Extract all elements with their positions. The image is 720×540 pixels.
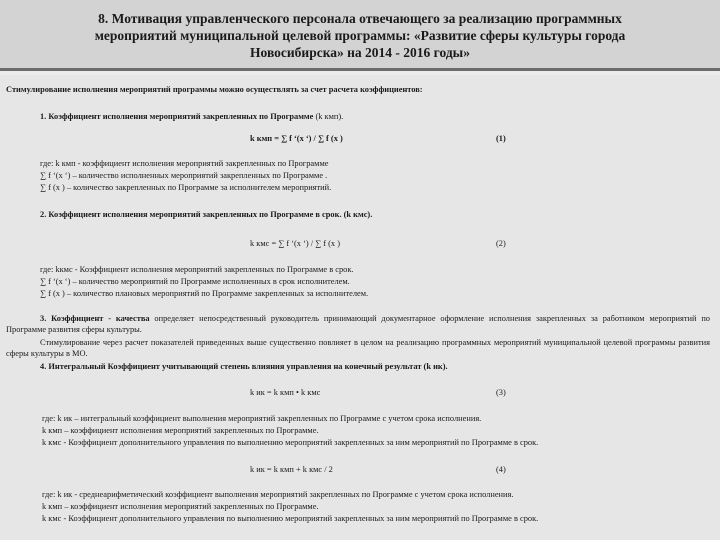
title-line-1: 8. Мотивация управленческого персонала отвечающего за реализацию программных: [98, 11, 622, 26]
coef1-where-3: ∑ f (х ) – количество закрепленных по Программе за исполнителем мероприятий.: [40, 183, 332, 192]
coef3-paragraph-2: [6, 337, 710, 359]
title-line-3: Новосибирска» на 2014 - 2016 годы»: [250, 45, 470, 60]
coef5-where-2: k кмп – коэффициент исполнения мероприятий закрепленных по Программе.: [42, 502, 319, 511]
coef2-where-2: ∑ f ‘(х ‘) – количество мероприятий по Программе исполненных в срок исполнителем.: [40, 277, 350, 286]
formula-3-number: (3): [496, 388, 506, 397]
document-body: [0, 75, 720, 540]
formula-2: k кмс = ∑ f ‘(х ‘) / ∑ f (х ): [250, 239, 340, 248]
coef2-where-1: где: kкмс - Коэффициент исполнения мероприятий закрепленных по Программе в срок.: [40, 265, 354, 274]
coef1-where-2: ∑ f ‘(х ‘) – количество исполненных мероприятий закрепленных по Программе .: [40, 171, 328, 180]
coef1-heading: 1. Коэффициент исполнения мероприятий закрепленных по Программе: [40, 112, 314, 121]
intro-text: Стимулирование исполнения мероприятий программы можно осуществлять за счет расчета коэффициентов:: [6, 85, 423, 94]
slide-title: [0, 0, 720, 68]
coef1-where-1: где: k кмп - коэффициент исполнения мероприятий закрепленных по Программе: [40, 159, 329, 168]
coef2-heading: 2. Коэффициент исполнения мероприятий закрепленных по Программе в срок. (k кмс).: [40, 210, 373, 219]
formula-2-number: (2): [496, 239, 506, 248]
coef4-where-2: k кмп – коэффициент исполнения мероприятий закрепленных по Программе.: [42, 426, 319, 435]
coef1-heading-row: [40, 111, 343, 122]
coef3-heading: 3. Коэффициент - качества: [40, 314, 150, 323]
coef3-definition: определяет непосредственный руководитель принимающий документарное оформление исполнения закрепленных за работником мероприятий по Программе развития сферы культуры.: [6, 314, 710, 334]
formula-3: k ик = k кмп • k кмс: [250, 388, 321, 397]
coef1-heading-suffix: (k кмп).: [315, 112, 344, 121]
coef5-where-1: где: k ик - среднеарифметический коэффициент выполнения мероприятий закрепленных по Программе с учетом срока исполнения.: [42, 490, 514, 499]
coef4-heading: 4. Интегральный Коэффициент учитывающий степень влияния управления на конечный результат (k ик).: [40, 362, 448, 371]
coef4-where-3: k кмс - Коэффициент дополнительного управления по выполнению мероприятий закрепленных за ним мероприятий по Программе в срок.: [42, 438, 539, 447]
coef3-paragraph-1: [6, 313, 710, 335]
coef5-where-3: k кмс - Коэффициент дополнительного управления по выполнению мероприятий закрепленных за ним мероприятий по Программе в срок.: [42, 514, 539, 523]
coef2-where-3: ∑ f (х ) – количество плановых мероприятий по Программе закрепленных за исполнителем.: [40, 289, 369, 298]
coef3-stimulation-text: Стимулирование через расчет показателей приведенных выше существенно повлияет в целом на реализацию программных мероприятий муниципальной целевой программы развития сферы культуры в МО.: [6, 338, 710, 358]
formula-1: k кмп = ∑ f ‘(х ‘) / ∑ f (х ): [250, 134, 343, 143]
coef4-where-1: где: k ик – интегральный коэффициент выполнения мероприятий закрепленных по Программе с учетом срока исполнения.: [42, 414, 482, 423]
formula-4-number: (4): [496, 465, 506, 474]
title-line-2: мероприятий муниципальной целевой программы: «Развитие сферы культуры города: [94, 28, 626, 43]
formula-1-number: (1): [496, 134, 506, 143]
formula-4: k ик = k кмп + k кмс / 2: [250, 465, 333, 474]
